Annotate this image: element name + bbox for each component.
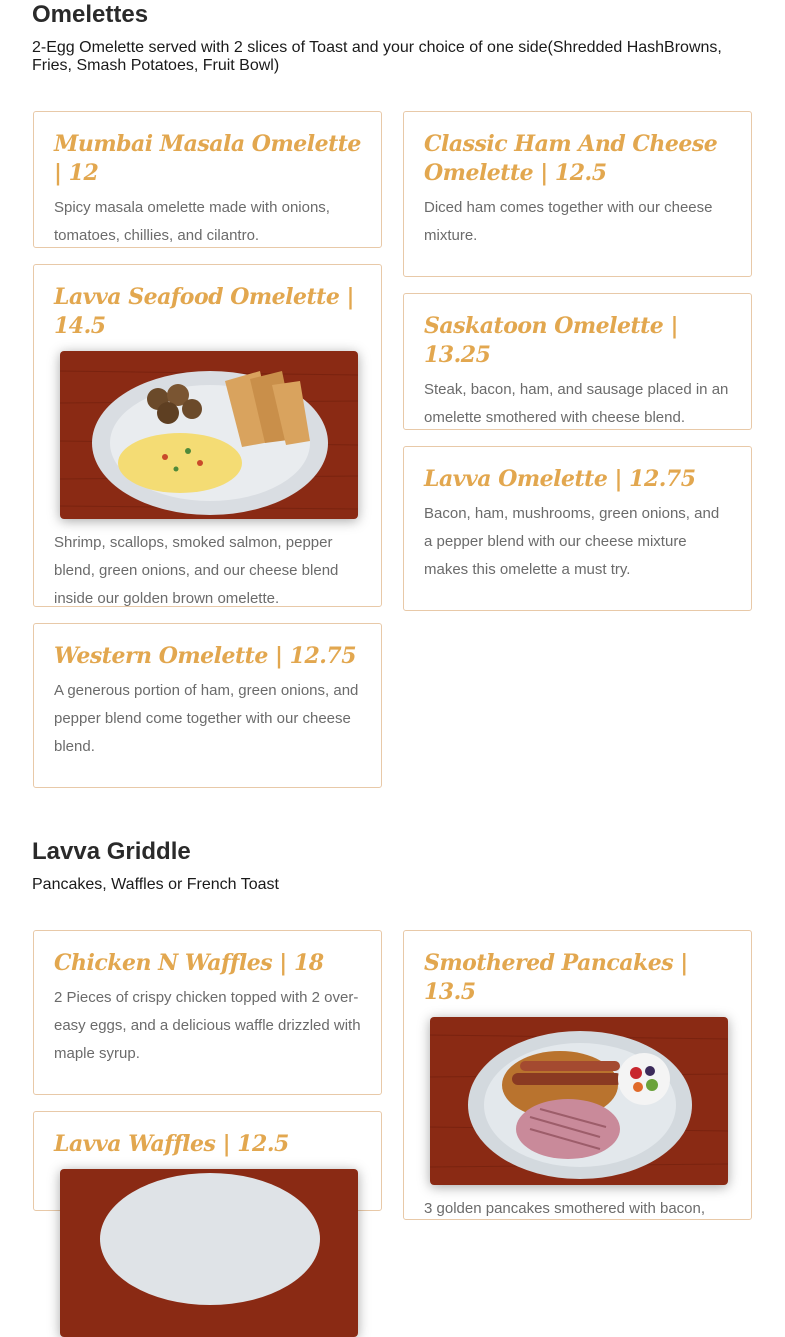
menu-card-chicken-n-waffles	[33, 930, 382, 1095]
menu-card-western-omelette	[33, 623, 382, 788]
menu-card-saskatoon-omelette	[403, 293, 752, 430]
menu-card-smothered-pancakes	[403, 930, 752, 1220]
menu-card-classic-ham-and-cheese-omelette	[403, 111, 752, 277]
section-title-lavva-griddle: Lavva Griddle	[32, 838, 191, 865]
menu-item-name: Classic Ham And Cheese Omelette | 12.5	[424, 131, 718, 186]
menu-item-description: 3 golden pancakes smothered with bacon,	[424, 1200, 706, 1217]
pancakes-plate-photo	[430, 1017, 728, 1185]
menu-item-description: Spicy masala omelette made with onions, tomatoes, chillies, and cilantro.	[54, 199, 330, 244]
menu-item-name: Saskatoon Omelette | 13.25	[424, 313, 678, 368]
menu-item-name: Lavva Seafood Omelette | 14.5	[54, 284, 354, 339]
menu-item-name: Smothered Pancakes | 13.5	[424, 950, 688, 1005]
waffles-plate-photo	[60, 1169, 358, 1337]
menu-item-name: Chicken N Waffles | 18	[54, 950, 324, 976]
menu-card-lavva-omelette	[403, 446, 752, 611]
menu-item-name: Mumbai Masala Omelette | 12	[54, 131, 361, 186]
menu-item-description: 2 Pieces of crispy chicken topped with 2 over-easy eggs, and a delicious waffle drizzled with maple syrup.	[54, 989, 361, 1062]
menu-item-description: Diced ham comes together with our cheese mixture.	[424, 199, 713, 244]
menu-item-description: A generous portion of ham, green onions, and pepper blend come together with our cheese blend.	[54, 682, 359, 755]
menu-card-lavva-waffles	[33, 1111, 382, 1211]
section-description-omelettes: 2-Egg Omelette served with 2 slices of Toast and your choice of one side(Shredded HashBrowns, Fries, Smash Potatoes, Fruit Bowl)	[32, 39, 722, 74]
menu-card-lavva-seafood-omelette	[33, 264, 382, 607]
section-title-omelettes: Omelettes	[32, 1, 149, 28]
menu-item-description: Bacon, ham, mushrooms, green onions, and a pepper blend with our cheese mixture makes this omelette a must try.	[424, 505, 720, 578]
menu-item-description: Steak, bacon, ham, and sausage placed in an omelette smothered with cheese blend.	[424, 381, 729, 426]
menu-item-name: Western Omelette | 12.75	[54, 643, 357, 669]
menu-item-description: Shrimp, scallops, smoked salmon, pepper blend, green onions, and our cheese blend inside our golden brown omelette.	[54, 534, 339, 607]
section-description-lavva-griddle: Pancakes, Waffles or French Toast	[32, 876, 279, 893]
menu-card-mumbai-masala-omelette	[33, 111, 382, 248]
menu-item-name: Lavva Omelette | 12.75	[424, 466, 696, 492]
menu-item-name: Lavva Waffles | 12.5	[54, 1131, 289, 1157]
omelette-plate-photo	[60, 351, 358, 519]
